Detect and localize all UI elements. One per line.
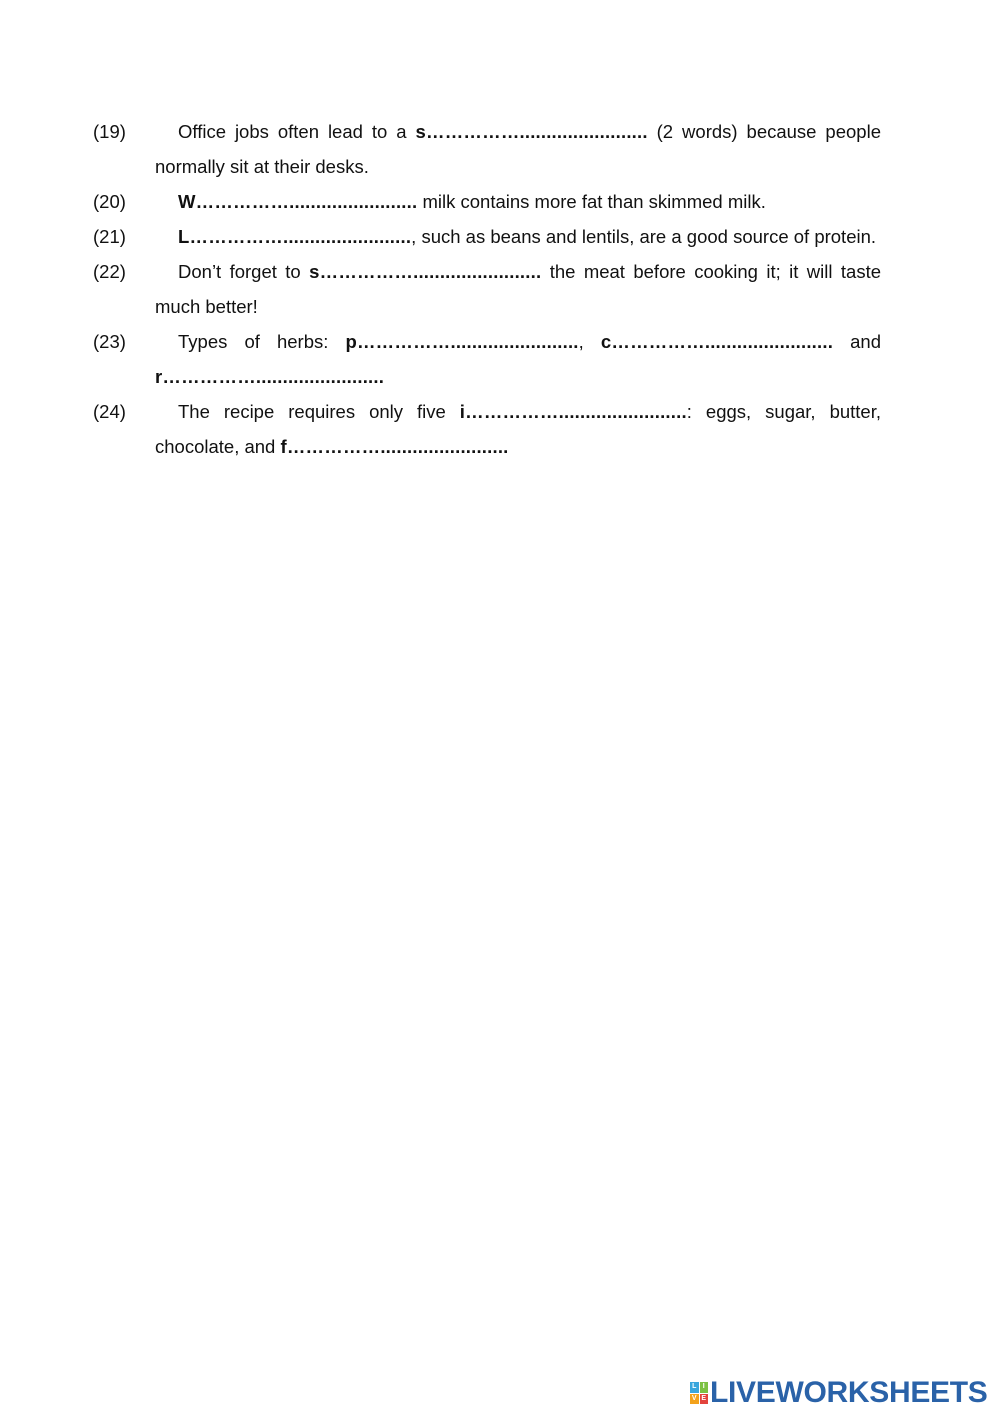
question-20 — [93, 184, 881, 219]
answer-blank[interactable]: f……………........................ — [280, 436, 509, 457]
answer-blank[interactable]: r……………........................ — [155, 366, 385, 387]
logo-text: LIVEWORKSHEETS — [710, 1376, 988, 1409]
logo-tile: V — [690, 1394, 699, 1405]
question-number: (21) — [93, 226, 126, 247]
question-number: (19) — [93, 121, 126, 142]
question-text: Types of herbs: — [178, 331, 346, 352]
question-19 — [93, 114, 881, 184]
question-24 — [93, 394, 881, 464]
logo-tile: E — [700, 1394, 709, 1405]
question-21 — [93, 219, 881, 254]
question-number: (20) — [93, 191, 126, 212]
liveworksheets-logo — [690, 1378, 988, 1408]
answer-blank[interactable]: s……………........................ — [415, 121, 648, 142]
question-23 — [93, 324, 882, 394]
answer-blank[interactable]: p……………........................ — [345, 331, 579, 352]
answer-blank[interactable]: i……………........................ — [459, 401, 687, 422]
question-22 — [93, 254, 882, 324]
question-text: : eggs, sugar, butter, chocolate, and — [155, 401, 881, 457]
answer-blank[interactable]: L……………........................ — [178, 226, 412, 247]
question-text: milk contains more fat than skimmed milk. — [417, 191, 766, 212]
answer-blank[interactable]: W……………........................ — [178, 191, 418, 212]
question-text: (2 words) because people normally sit at their desks. — [155, 121, 881, 177]
worksheet-questions — [93, 114, 882, 464]
question-text: , — [578, 331, 601, 352]
logo-tile: L — [690, 1382, 699, 1393]
logo-tile: I — [700, 1382, 709, 1393]
question-text: the meat before cooking it; it will taste much better! — [155, 261, 882, 317]
question-text: Office jobs often lead to a — [178, 121, 416, 142]
answer-blank[interactable]: s……………........................ — [309, 261, 542, 282]
question-text: Don’t forget to — [178, 261, 310, 282]
answer-blank[interactable]: c……………........................ — [600, 331, 834, 352]
question-number: (22) — [93, 261, 126, 282]
question-number: (23) — [93, 331, 126, 352]
question-text: and — [833, 331, 882, 352]
question-text: , such as beans and lentils, are a good source of protein. — [411, 226, 877, 247]
live-tiles-icon — [690, 1382, 708, 1404]
question-text: The recipe requires only five — [178, 401, 460, 422]
question-number: (24) — [93, 401, 126, 422]
